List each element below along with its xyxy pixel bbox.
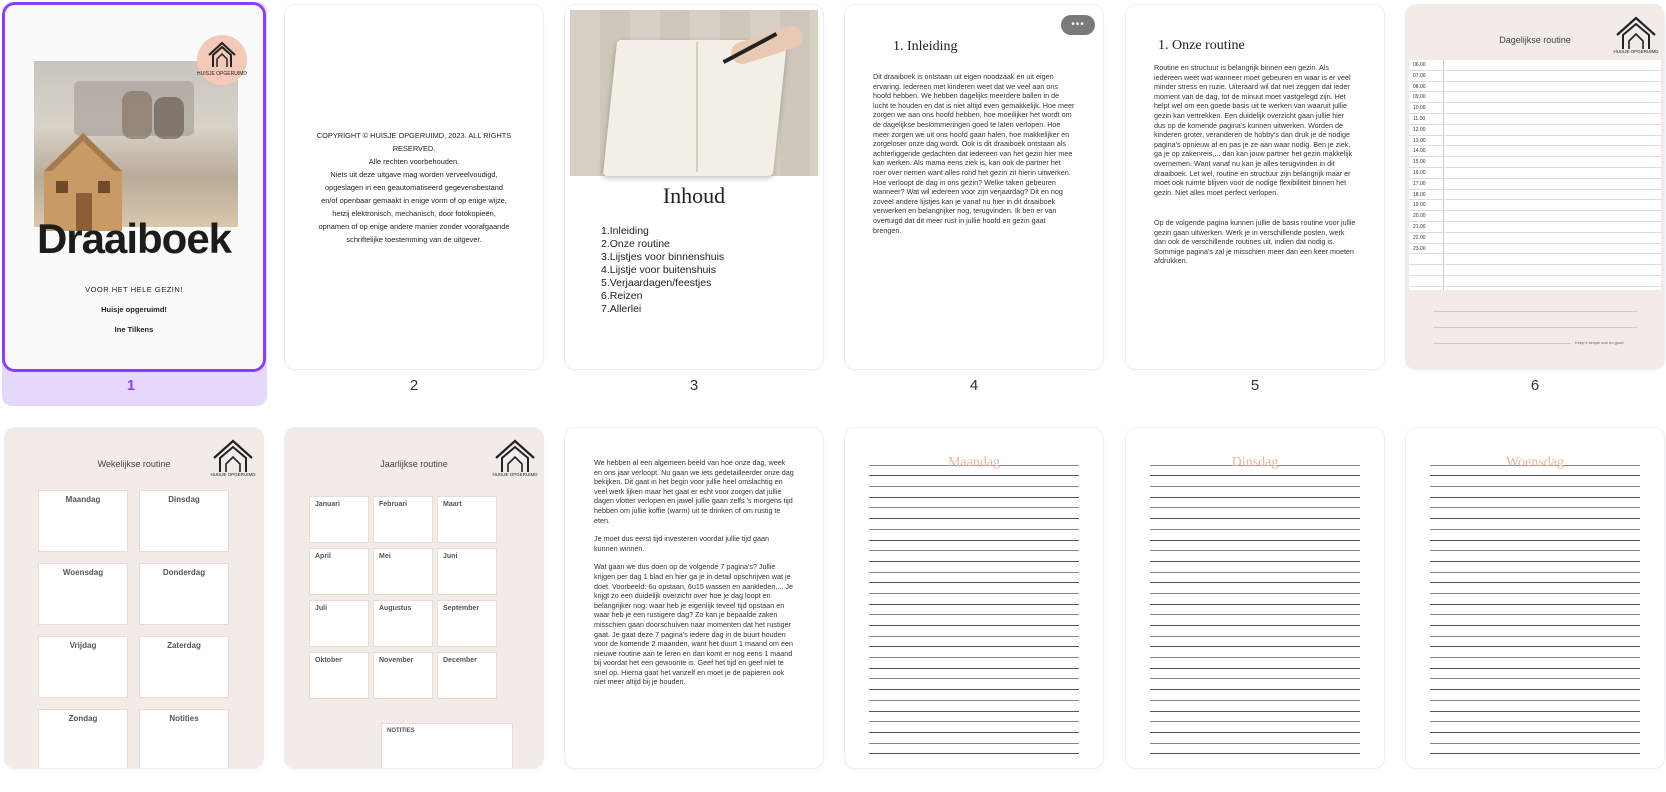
cover-author: Ine Tilkens <box>114 325 154 334</box>
day-heading: Woensdag <box>1506 455 1564 470</box>
ruled-line <box>869 658 1079 669</box>
ruled-line <box>869 530 1079 541</box>
toc-item: 4.Lijstje voor buitenshuis <box>601 264 716 276</box>
ruled-line <box>1430 690 1640 701</box>
ruled-line <box>1430 733 1640 744</box>
month-box: Maart <box>437 496 497 543</box>
ruled-line <box>1150 679 1360 690</box>
ruled-line <box>1150 530 1360 541</box>
hour-row <box>1409 136 1661 147</box>
ruled-line <box>869 679 1079 690</box>
ruled-line <box>1150 508 1360 519</box>
ruled-line <box>1150 647 1360 658</box>
ruled-line <box>1430 508 1640 519</box>
ruled-line <box>1430 605 1640 616</box>
ruled-line <box>1430 626 1640 637</box>
ruled-line <box>869 647 1079 658</box>
ruled-line <box>869 487 1079 498</box>
ruled-line <box>869 637 1079 648</box>
page-thumb-7[interactable] <box>5 428 263 768</box>
page-title: Wekelijkse routine <box>97 459 171 469</box>
ruled-line <box>1150 669 1360 680</box>
ruled-line <box>869 573 1079 584</box>
brand-text: HUISJE OPGERUIMD <box>492 472 538 477</box>
ruled-line <box>1430 583 1640 594</box>
ruled-lines <box>869 455 1079 768</box>
hour-label: 09.00 <box>1413 94 1426 101</box>
month-box: Mei <box>373 548 433 595</box>
page-thumb-5[interactable] <box>1126 5 1384 369</box>
hour-row <box>1409 179 1661 190</box>
page-body: Routine en structuur is belangrijk binnen een gezin. Als iedereen weet wat wanneer moet gebeuren en waar is er veel minder stress en ruzie. Uiteraard wil dat niet zeggen dat ieder moment van de dag, tot de minuut moet vastgelegd zijn. Het helpt wel om een goede basis uit te werken van waaruit jullie gezin kan vertrekken. Een duidelijk overzicht gaan jullie hier dus op de komende pagina's kunnen uitwerken. Worden de kinderen groter, veranderen de hobby's dan druk je de nodige pagina's opnieuw af en pas je ze aan waar nodig. Ben je ziek, ga je op zakenreis,... dan kan jouw partner het gezin makkelijk overnemen. Want vanaf nu kan je alles terugvinden in dit draaiboek. Let wel, routine en structuur zijn belangrijk maar er moet ook ruimte blijven voor de nodige flexibiliteit binnen het gezin. Niet alles moet perfect verlopen. <box>1154 63 1353 197</box>
day-box: Vrijdag <box>38 636 128 698</box>
hour-label: 11.00 <box>1413 116 1426 122</box>
day-box: Zondag <box>38 709 128 768</box>
page-number: 1 <box>126 377 136 394</box>
hour-label: 07.00 <box>1413 72 1426 79</box>
ruled-line <box>1150 541 1360 552</box>
ruled-line <box>1430 658 1640 669</box>
hour-label: 13.00 <box>1413 137 1426 144</box>
page-thumb-3[interactable] <box>565 5 823 369</box>
ruled-line <box>869 519 1079 530</box>
hour-label: 19.00 <box>1413 202 1426 209</box>
hour-label: 10.00 <box>1413 105 1426 112</box>
hour-row <box>1409 60 1661 71</box>
ruled-line <box>1430 712 1640 723</box>
ruled-line <box>869 733 1079 744</box>
ruled-line <box>869 476 1079 487</box>
ruled-line <box>1150 744 1360 755</box>
ruled-line <box>1150 487 1360 498</box>
hour-row <box>1409 146 1661 157</box>
toc-item: 5.Verjaardagen/feestjes <box>601 277 712 289</box>
ruled-line <box>1430 701 1640 712</box>
toc-item: 6.Reizen <box>601 290 643 302</box>
ruled-line <box>1150 658 1360 669</box>
brand-text: HUISJE OPGERUIMD <box>210 472 256 477</box>
page-thumb-8[interactable] <box>285 428 543 768</box>
day-box: Donderdag <box>139 563 229 625</box>
ruled-lines <box>1430 455 1640 768</box>
ruled-line <box>1150 701 1360 712</box>
ruled-line <box>1430 637 1640 648</box>
page-title: Jaarlijkse routine <box>380 459 448 469</box>
hour-row <box>1409 114 1661 125</box>
ruled-line <box>1150 573 1360 584</box>
ruled-line <box>1430 573 1640 584</box>
page-thumb-10[interactable] <box>845 428 1103 768</box>
hour-row <box>1409 244 1661 255</box>
ruled-line <box>1150 626 1360 637</box>
ruled-line <box>1430 562 1640 573</box>
ruled-line <box>1150 615 1360 626</box>
ruled-line <box>1430 530 1640 541</box>
ruled-line <box>1150 476 1360 487</box>
day-heading: Dinsdag <box>1231 455 1279 470</box>
ruled-line <box>1430 594 1640 605</box>
day-box: Woensdag <box>38 563 128 625</box>
day-box: Zaterdag <box>139 636 229 698</box>
ruled-line <box>869 690 1079 701</box>
hour-row <box>1409 222 1661 233</box>
hour-row <box>1409 82 1661 93</box>
cover-photo <box>34 61 238 227</box>
ruled-line <box>869 562 1079 573</box>
ruled-line <box>1150 712 1360 723</box>
ruled-line <box>1150 519 1360 530</box>
hour-row <box>1409 200 1661 211</box>
toc-item: 3.Lijstjes voor binnenshuis <box>601 251 725 263</box>
month-box: April <box>309 548 369 595</box>
page-thumb-6[interactable] <box>1406 5 1664 369</box>
page-number: 3 <box>689 377 699 394</box>
month-box: Januari <box>309 496 369 543</box>
ruled-line <box>869 669 1079 680</box>
page-body: Dit draaiboek is ontstaan uit eigen noodzaak en uit eigen ervaring. Iedereen met kinderen weet dat we veel aan ons hoofd hebben. We hebben dagelijks meerdere ballen in de lucht te houden en dat is niet altijd even gemakkelijk. Hoe meer zorgen we aan ons hoofd hebben, hoe moeilijker het wordt om de dagelijkse beslommeringen goed te laten verlopen. Hoe meer zorgen we uit ons hoofd gaan halen, hoe makkelijker en zorgeloser onze dag wordt. Ook is dit draaiboek ontstaan als achterliggende gedachten dat iedereen van het gezin hier mee kan werken. Als mama eens ziek is, kan ook de partner het roer over nemen want alles rond het gezin zit hierin uitwerken. Hoe verloopt de dag in ons gezin? Welke taken gebeuren wanneer? Wat wil iedereen voor zijn verjaardag? Dit en nog zoveel andere lijstjes kan je vanaf nu hier in dit draaiboek verwerken en belangrijker nog, terugvinden. Ik ben er van overtuigd dat dit meer rust in jullie hoofd en gezin gaat brengen. <box>873 72 1075 235</box>
hour-row <box>1409 265 1661 276</box>
day-box: Dinsdag <box>139 490 229 552</box>
ruled-line <box>869 605 1079 616</box>
ruled-line <box>1150 605 1360 616</box>
more-options-button[interactable]: ••• <box>1061 15 1095 35</box>
page-heading: 1. Onze routine <box>1158 38 1245 53</box>
hour-label: 14.00 <box>1413 148 1426 155</box>
page-number: 6 <box>1530 377 1540 394</box>
ruled-line <box>1150 637 1360 648</box>
ruled-line <box>869 722 1079 733</box>
hour-label: 16.00 <box>1413 170 1426 176</box>
ruled-line <box>869 498 1079 509</box>
hour-label: 08.00 <box>1413 83 1426 90</box>
day-box: Maandag <box>38 490 128 552</box>
ruled-line <box>869 551 1079 562</box>
ruled-line <box>1430 519 1640 530</box>
cover-title: Draaiboek <box>36 215 232 262</box>
ruled-line <box>1430 744 1640 755</box>
toc-title: Inhoud <box>662 183 726 208</box>
ruled-line <box>869 508 1079 519</box>
hour-grid <box>1409 60 1661 290</box>
hour-row <box>1409 233 1661 244</box>
brand-text: HUISJE OPGERUIMD <box>1613 49 1659 54</box>
hour-label: 20.00 <box>1413 213 1426 220</box>
hour-row <box>1409 168 1661 179</box>
month-box: Juli <box>309 600 369 647</box>
page-number: 4 <box>969 377 979 394</box>
page-number: 5 <box>1250 377 1260 394</box>
hour-row <box>1409 71 1661 82</box>
hour-label: 15.00 <box>1413 159 1426 166</box>
hour-label: 12.00 <box>1413 126 1426 133</box>
ruled-line <box>1430 669 1640 680</box>
page-thumb-11[interactable] <box>1126 428 1384 768</box>
hour-row <box>1409 254 1661 265</box>
toc-item: 7.Allerlei <box>601 303 642 315</box>
ruled-lines <box>1150 455 1360 768</box>
ruled-line <box>1150 594 1360 605</box>
day-heading: Maandag <box>947 455 1001 470</box>
page-slot-1[interactable] <box>2 2 268 406</box>
cover-subtitle: VOOR HET HELE GEZIN! <box>85 285 183 294</box>
ruled-line <box>1430 498 1640 509</box>
house-logo-icon <box>207 41 237 69</box>
month-box: Februari <box>373 496 433 543</box>
page-thumb-2[interactable] <box>285 5 543 369</box>
ruled-line <box>1430 476 1640 487</box>
notes-box: NOTITIES <box>381 723 513 768</box>
ruled-line <box>869 541 1079 552</box>
ruled-line <box>1150 498 1360 509</box>
ruled-line <box>869 615 1079 626</box>
ruled-line <box>1430 541 1640 552</box>
hour-row <box>1409 103 1661 114</box>
ruled-line <box>1150 722 1360 733</box>
hour-label: 22.00 <box>1413 234 1426 241</box>
page-thumb-12[interactable] <box>1406 428 1664 768</box>
ruled-line <box>1150 733 1360 744</box>
ruled-line <box>1150 583 1360 594</box>
hour-label: 17.00 <box>1413 180 1426 187</box>
month-box: Augustus <box>373 600 433 647</box>
page-title: Dagelijkse routine <box>1499 35 1571 45</box>
page-thumb-1[interactable] <box>5 5 263 369</box>
ruled-line <box>1150 562 1360 573</box>
hour-row <box>1409 190 1661 201</box>
hour-row <box>1409 157 1661 168</box>
ruled-line <box>869 583 1079 594</box>
notebook-photo <box>570 10 818 176</box>
ruled-line <box>1430 487 1640 498</box>
ruled-line <box>1430 615 1640 626</box>
ruled-line <box>869 594 1079 605</box>
copyright-text: COPYRIGHT © HUISJE OPGERUIMD, 2023. ALL RIGHTS RESERVED. Alle rechten voorbehouden. Niets uit deze uitgave mag worden verveelvoudigd, opgeslagen in een geautomatiseerd gegevensbestand en/of openbaar gemaakt in enige vorm of op enige wijze, hetzij elektronisch, mechanisch, door fotokopieën, opnamen of op enige andere manier zonder voorafgaande schriftelijke toestemming van de uitgever. <box>316 131 512 244</box>
hour-row <box>1409 276 1661 287</box>
hour-label: 23.00 <box>1413 245 1426 252</box>
ruled-line <box>1430 722 1640 733</box>
ruled-line <box>869 744 1079 755</box>
hour-row <box>1409 92 1661 103</box>
footer-text: Keep it simple and do good <box>1575 340 1624 345</box>
month-box: Juni <box>437 548 497 595</box>
hour-label: 21.00 <box>1413 224 1426 230</box>
toc-item: 2.Onze routine <box>601 238 670 250</box>
ruled-line <box>869 626 1079 637</box>
month-box: Oktober <box>309 652 369 699</box>
page-heading: 1. Inleiding <box>893 39 958 54</box>
month-box: November <box>373 652 433 699</box>
hour-label: 06.00 <box>1413 62 1426 68</box>
hour-row <box>1409 211 1661 222</box>
brand-text: HUISJE OPGERUIMD <box>197 71 248 77</box>
page-number: 2 <box>409 377 419 394</box>
hour-row <box>1409 125 1661 136</box>
page-body-2: Op de volgende pagina kunnen jullie de basis routine voor jullie gezin gaan uitwerken. Werk je in verschillende posten, werk dan ook de verschillende routines uit, indien dat nodig is. Sommige pagina's zal je misschien meer dan een keer moeten afdrukken. <box>1154 218 1356 266</box>
page-thumb-4[interactable] <box>845 5 1103 369</box>
month-box: December <box>437 652 497 699</box>
toc-item: 1.Inleiding <box>601 225 649 237</box>
notes-area <box>1409 297 1661 365</box>
notes-box: Notities <box>139 709 229 768</box>
page-body: We hebben al een algemeen beeld van hoe onze dag, week en ons jaar verloopt. Nu gaan we iets gedetailleerder onze dag bekijken. Dit gaat in het begin voor jullie heel omslachtig en veel werk lijken maar het gaat er echt voor zorgen dat jullie dagen vlotter verlopen en jawel jullie gaan zelfs 's morgens tijd hebben om jullie koffie (warm) uit te drinken of om rustig te eten. Je moet dus eerst tijd investeren voordat jullie tijd gaan kunnen winnen. Wat gaan we dus doen op de volgende 7 pagina's? Jullie krijgen per dag 1 blad en hier ga je in detail opschrijven wat je doet. Voorbeeld: 6u opstaan, 6u15 wassen en aankleden,... Je krijgt zo een duidelijk overzicht over hoe je dag loopt en belangrijker nog: waar heb je eigenlijk teveel tijd opstaan en waar heb je een rustigere dag? Zo kan je bepaalde zaken misschien gaan doorschuiven naar momenten dat het rustiger gaat. Je gaat deze 7 pagina's iedere dag in de buurt houden voor de komende 2 maanden, want het duurt 1 maand om een nieuwe routine aan te leren en dan komt er nog eens 1 maand bij voordat het een gewoonte is. Geef het tijd en geef niet te snel op. Hierna gaat het vanzelf en moet je de papieren ook niet meer altijd bij je houden. <box>594 458 794 687</box>
cover-tagline: Huisje opgeruimd! <box>101 305 167 314</box>
month-box: September <box>437 600 497 647</box>
hour-label: 18.00 <box>1413 191 1426 198</box>
ruled-line <box>869 712 1079 723</box>
ruled-line <box>1430 679 1640 690</box>
ruled-line <box>1430 647 1640 658</box>
ruled-line <box>1150 690 1360 701</box>
ruled-line <box>1430 551 1640 562</box>
ruled-line <box>1150 551 1360 562</box>
ruled-line <box>869 701 1079 712</box>
page-thumb-9[interactable] <box>565 428 823 768</box>
toc-list <box>601 225 724 316</box>
